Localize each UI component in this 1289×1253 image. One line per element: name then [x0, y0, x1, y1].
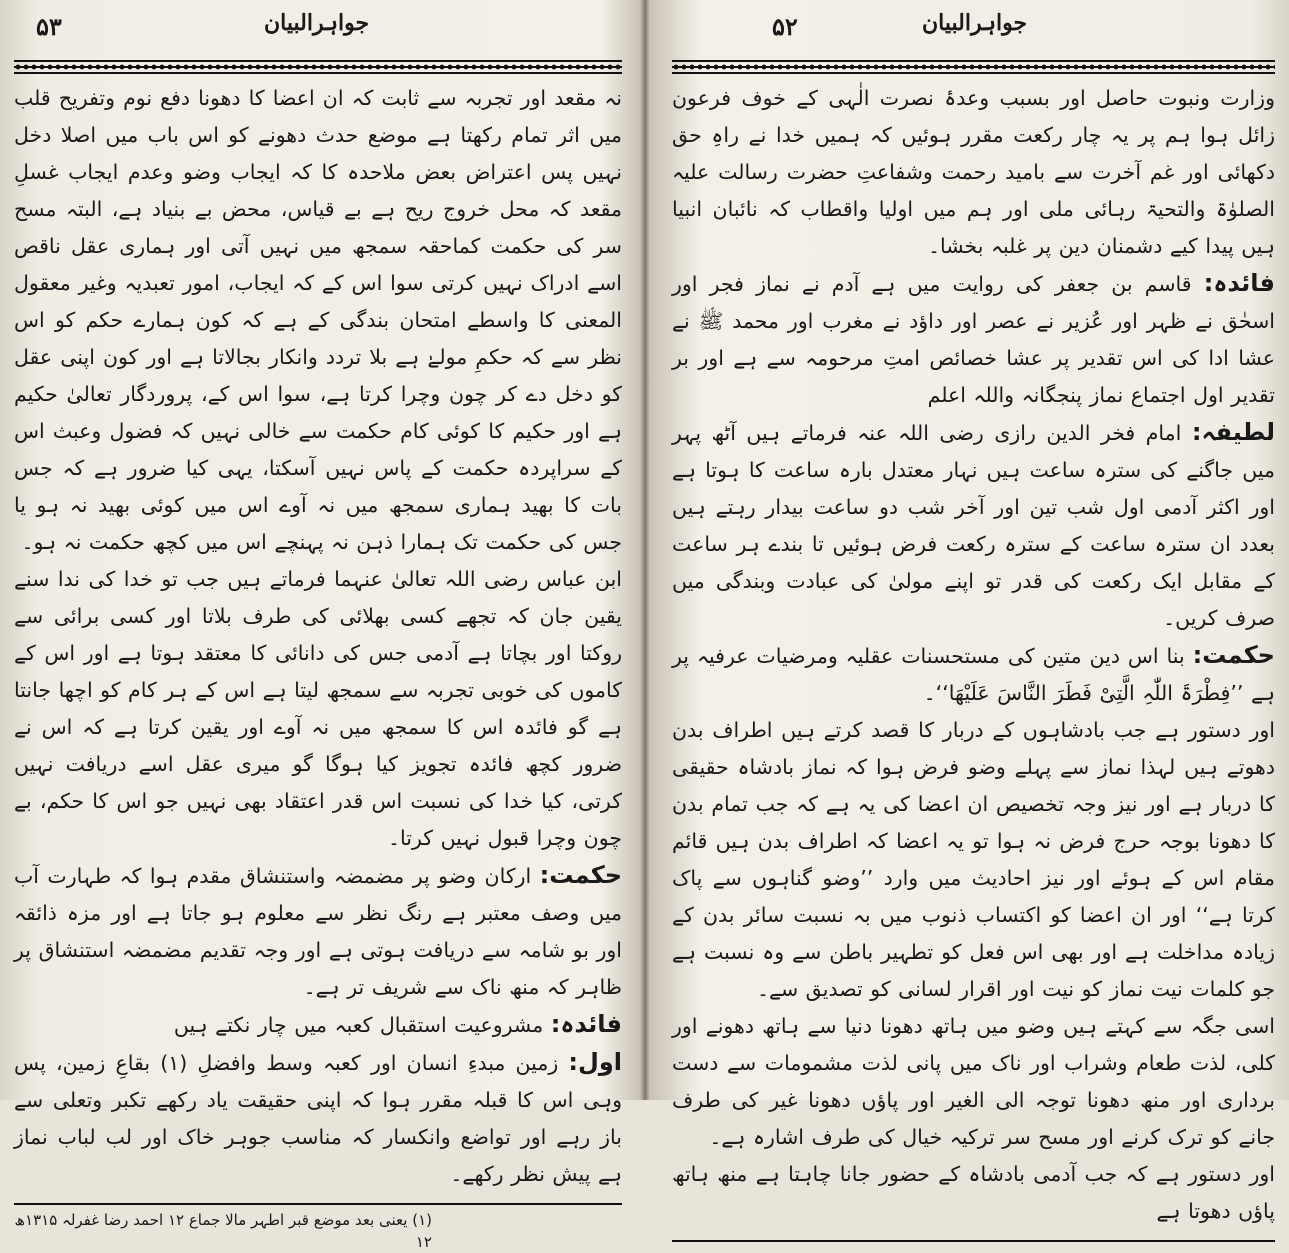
- paragraph-text: مشروعیت استقبال کعبہ میں چار نکتے ہیں: [173, 1013, 544, 1037]
- book-title: جواہرالبیان: [264, 10, 370, 36]
- section-label: فائدہ:: [1203, 269, 1275, 297]
- running-head: [14, 8, 622, 44]
- paragraph: [14, 1044, 622, 1193]
- ornamental-rule: [672, 60, 1275, 74]
- paragraph: اسی جگہ سے کہتے ہیں وضو میں ہاتھ دھونا دنیا سے ہاتھ دھونے اور کلی، لذت طعام وشراب اور ناک میں پانی لذت مشمومات سے دست برداری اور منھ دھونا توجہ الی الغیر اور پاؤں دھونا غیر کی طرف جانے کو ترک کرنے اور مسح سر ترکیہ خیال کی طرف اشارہ ہے۔: [672, 1014, 1275, 1149]
- paragraph: نہ مقعد اور تجربہ سے ثابت کہ ان اعضا کا دھونا دفع نوم وتفریح قلب میں اثر تمام رکھتا ہے موضع حدث دھونے کو اس باب میں اصلا دخل نہیں پس اعتراض بعض ملاحدہ کا کہ ایجاب وضو وعدم ایجاب غسلِ مقعد کہ محل خروج ریح ہے بے قیاس، محض بے بنیاد ہے، البتہ مسح سر کی حکمت کماحقہ سمجھ میں نہیں آتی اور ہماری عقل ناقص اسے ادراک نہیں کرتی سوا اس کے کہ ایجاب، امور تعبدیہ وغیر معقول المعنی کا واسطے امتحان بندگی کے ہے کہ کون ہمارے حکم کو اس نظر سے کہ حکمِ مولےٰ ہے بلا تردد وانکار بجالاتا ہے اور کون اپنی عقل کو دخل دے کر چون وچرا کرتا ہے، سوا اس کے، پروردگار تعالیٰ حکیم ہے اور حکیم کا کوئی کام حکمت سے خالی نہیں کہ فضول وعبث اس کے سراپردہ حکمت کے پاس نہیں آسکتا، یہی کیا ضرور ہے کہ جس بات کا بھید ہماری سمجھ میں نہ آوے اس میں کوئی بھید نہ ہو یا جس کی حکمت تک ہمارا ذہن نہ پہنچے اس میں کچھ حکمت نہ ہو۔: [14, 86, 622, 554]
- bottom-rule: [672, 1240, 1275, 1242]
- paragraph: [14, 857, 622, 1006]
- right-page: [650, 0, 1289, 1223]
- ornamental-rule: [14, 60, 622, 74]
- running-head: [672, 8, 1275, 44]
- paragraph: اور دستور ہے کہ جب آدمی بادشاہ کے حضور جانا چاہتا ہے منھ ہاتھ پاؤں دھوتا ہے: [672, 1162, 1275, 1223]
- paragraph: [672, 265, 1275, 414]
- page-number: ۵۲: [772, 12, 798, 41]
- page-number: ۵۳: [36, 12, 62, 41]
- page-body: [14, 80, 622, 1193]
- paragraph: [14, 1006, 622, 1044]
- paragraph-text: امام فخر الدین رازی رضی اللہ عنہ فرماتے ہیں آٹھ پہر میں جاگنے کی سترہ ساعت ہیں نہار معتدل بارہ ساعت کا ہوتا ہے اور اکثر آدمی اول شب تین اور آخر شب دو ساعت بیدار رہتے ہیں بعدد ان سترہ ساعت کے سترہ رکعت فرض ہوئیں تا بندے ہر ساعت کے مقابل ایک رکعت کی قدر تو اپنے مولیٰ کی عبادت وبندگی میں صرف کریں۔: [672, 421, 1275, 630]
- footnote-rule: [14, 1203, 622, 1205]
- paragraph-text: زمین مبدءِ انسان اور کعبہ وسط وافضلِ (۱) بقاعِ زمین، پس وہی اس کا قبلہ مقرر ہوا کہ اپنی حقیقت یاد رکھے تکبر وتعلی سے باز رہے اور تواضع وانکسار کہ مناسب جوہر خاک اور لب لباب نماز ہے پیش نظر رکھے۔: [14, 1051, 622, 1186]
- left-page: [0, 0, 640, 1251]
- paragraph: [672, 637, 1275, 712]
- section-label: لطیفہ:: [1191, 418, 1275, 446]
- page-body: [672, 80, 1275, 1230]
- book-title: جواہرالبیان: [922, 10, 1028, 36]
- section-label: اول:: [568, 1048, 622, 1076]
- paragraph: اور دستور ہے جب بادشاہوں کے دربار کا قصد کرتے ہیں اطراف بدن دھوتے ہیں لہذا نماز سے پہلے وضو فرض ہوا کہ نماز بادشاہ حقیقی کا دربار ہے اور نیز وجہ تخصیص ان اعضا کی یہ ہے کہ جب تمام بدن کا دھونا بوجہ حرج فرض نہ ہوا تو یہ اعضا کہ اطراف بدن ہیں قائم مقام اس کے ہوئے اور نیز احادیث میں وارد ’’وضو گناہوں سے پاک کرتا ہے‘‘ اور ان اعضا کو اکتساب ذنوب میں بہ نسبت سائر بدن کے زیادہ مداخلت ہے اور بھی اس فعل کو تطہیر باطن سے وہ نسبت ہے جو کلمات نیت نماز کو نیت اور اقرار لسانی کو تصدیق سے۔: [672, 718, 1275, 1001]
- paragraph: وزارت ونبوت حاصل اور بسبب وعدۂ نصرت الٰہی کے خوف فرعون زائل ہوا ہم پر یہ چار رکعت مقرر ہوئیں کہ ہمیں خدا نے راہِ حق دکھائی اور غم آخرت سے بامید رحمت وشفاعتِ حضرت رسالت علیہ الصلوٰۃ والتحیۃ رہائی ملی اور ہم میں اولیا واقطاب کہ نائبان انبیا ہیں پیدا کیے دشمنان دین پر غلبہ بخشا۔: [672, 86, 1275, 258]
- paragraph-text: بنا اس دین متین کی مستحسنات عقلیہ ومرضیات عرفیہ پر ہے ’’فِطْرَۃَ اللّٰہِ الَّتِیْ فَطَرَ النَّاسَ عَلَیْھَا‘‘۔: [672, 644, 1275, 705]
- footnote: (۱) یعنی بعد موضع قبر اطہر مالا جماع ۱۲ احمد رضا غفرلہ ۱۳۱۵ھ ۱۲: [14, 1211, 432, 1251]
- paragraph-text: قاسم بن جعفر کی روایت میں ہے آدم نے نماز فجر اور اسحٰق نے ظہر اور عُزیر نے عصر اور داؤد نے مغرب اور محمد ﷺ نے عشا ادا کی اس تقدیر پر عشا خصائص امتِ مرحومہ سے ہے اور بر تقدیر اول اجتماع نماز پنجگانہ واللہ اعلم: [672, 272, 1275, 407]
- paragraph: ابن عباس رضی اللہ تعالیٰ عنہما فرماتے ہیں جب تو خدا کی ندا سنے یقین جان کہ تجھے کسی بھلائی کی طرف بلاتا اور کسی برائی سے روکتا اور بچاتا ہے آدمی جس کی دانائی کا معتقد ہوتا ہے اور اس کے کاموں کی خوبی تجربہ سے سمجھ لیتا ہے اس کے ہر کام کو اچھا جانتا ہے گو فائدہ اس کا سمجھ میں نہ آوے اور یقین کرتا ہے کہ اس نے ضرور کچھ فائدہ تجویز کیا ہوگا گو میری عقل اسے دریافت نہیں کرتی، کیا خدا کی نسبت اس قدر اعتقاد بھی نہیں جو اس کا حکم، بے چون وچرا قبول نہیں کرتا۔: [14, 567, 622, 850]
- paragraph: [672, 414, 1275, 637]
- section-label: حکمت:: [1192, 641, 1275, 669]
- paragraph-text: ارکان وضو پر مضمضہ واستنشاق مقدم ہوا کہ طہارت آب میں وصف معتبر ہے رنگ نظر سے معلوم ہو جاتا ہے اور مزہ ذائقہ اور بو شامہ سے دریافت ہوتی ہے اور وجہ تقدیم مضمضہ استنشاق پر ظاہر کہ منھ ناک سے شریف تر ہے۔: [14, 864, 622, 999]
- section-label: فائدہ:: [550, 1010, 622, 1038]
- section-label: حکمت:: [539, 861, 622, 889]
